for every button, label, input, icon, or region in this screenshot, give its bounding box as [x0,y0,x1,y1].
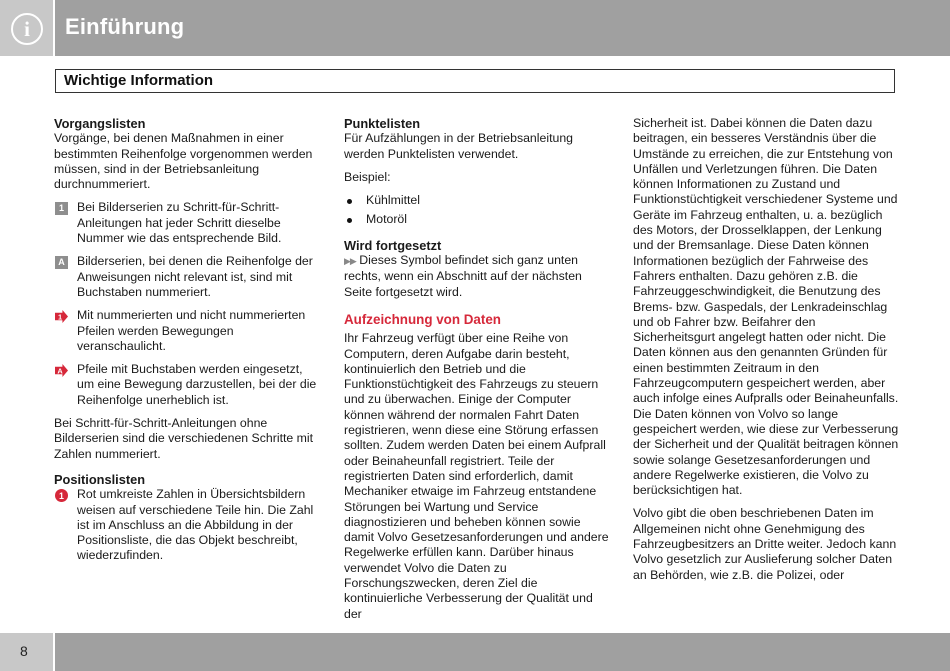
red-arrow-number-icon [55,310,68,323]
svg-text:A: A [57,366,63,376]
wird-text: ▶▶ Dieses Symbol befindet sich ganz unten rechts, wenn ein Abschnitt auf der nächsten Seite fortgesetzt wird. [344,253,582,299]
gray-square-number-icon: 1 [55,202,68,215]
list-item [54,308,320,354]
column-2 [344,116,610,630]
list-item-text: Pfeile mit Buchstaben werden eingesetzt, um eine Bewegung darzustellen, bei der die Reihenfolge unerheblich ist. [77,362,317,407]
vorgang-text: Vorgänge, bei denen Maßnahmen in einer bestimmten Reihenfolge vorgenommen werden müssen, sind in der Betriebsanleitung durchnummeriert. [54,131,313,192]
heading-vorgangslisten: Vorgangslisten [54,116,146,131]
col3-text-2: Volvo gibt die oben beschriebenen Daten im Allgemeinen nicht ohne Genehmigung des Fahrzeugbesitzers an Dritte weiter. Jedoch kann Volvo gesetzlich zur Auslieferung solcher Daten an Behörden, wie z.B. die Polizei, oder [633,506,897,582]
heading-positionslisten: Positionslisten [54,471,146,487]
section-title: Wichtige Information [64,72,214,89]
punkt-text: Für Aufzählungen in der Betriebsanleitung werden Punktelisten verwendet. [344,131,574,161]
aufz-text: Ihr Fahrzeug verfügt über eine Reihe von Computern, deren Aufgabe darin besteht, kontinuierlich den Betrieb und die Funktionstüchtigkeit des Fahrzeugs zu steuern und zu überwachen. Einige der Computer können während der normalen Fahrt Daten registrieren, wenn diese eine Störung erfassen sollten. Zudem werden Daten bei einem Aufprall oder Beinaheunfall registriert. Teile der registrierten Daten sind erforderlich, damit Mechaniker etwaige im Fahrzeug entstandene Störungen bei Wartung und Service diagnostizieren und beheben können sowie damit Volvo Gesetzesanforderungen und andere Regelwerke erfüllen kann. Darüber hinaus verwendet Volvo die Daten zu Forschungszwecken, deren Ziel die kontinuierliche Verbesserung der Qualität und der [344,331,609,621]
section-title-box [55,69,895,93]
list-item [54,200,320,246]
list-item [54,362,320,408]
footer-bar [55,633,950,671]
page-number: 8 [20,643,28,659]
page-title: Einführung [65,14,185,39]
list-item-text: Bilderserien, bei denen die Reihenfolge der Anweisungen nicht relevant ist, sind mit Buchstaben nummeriert. [77,254,313,299]
red-arrow-letter-icon [55,364,68,377]
red-circle-number-icon [55,489,68,502]
list-item-text: Bei Bilderserien zu Schritt-für-Schritt-Anleitungen hat jeder Schritt dieselbe Nummer wie das entsprechende Bild. [77,200,282,246]
list-item [54,487,320,563]
svg-text:1: 1 [58,312,63,322]
list-item-text: Rot umkreiste Zahlen in Übersichtsbildern weisen auf verschiedene Teile hin. Die Zahl ist im Anschluss an die Abbildung in der Positionsliste, die das Objekt beschreibt, wiederzufinden. [77,487,314,563]
bullet-item: Motoröl [344,212,610,227]
column-3 [633,116,899,591]
list-item [54,254,320,300]
info-icon: i [11,13,43,45]
beispiel-label: Beispiel: [344,169,391,184]
column-1 [54,116,320,572]
continue-arrows-icon: ▶▶ [344,256,356,267]
svg-text:1: 1 [59,490,64,501]
heading-aufzeichnung: Aufzeichnung von Daten [344,311,501,327]
bullet-dot-icon [347,218,352,223]
header-icon-box [0,0,53,56]
footer-page-box [0,633,53,671]
schritt-text: Bei Schritt-für-Schritt-Anleitungen ohne Bilderserien sind die verschiedenen Schritte mit Zahlen nummeriert. [54,416,314,461]
bullet-list [344,193,610,228]
header-bar [55,0,950,56]
list-item-text: Mit nummerierten und nicht nummerierten Pfeilen werden Bewegungen veranschaulicht. [77,308,306,353]
col3-text-1: Sicherheit ist. Dabei können die Daten dazu beitragen, ein besseres Verständnis über die Umstände zu erreichen, die zur Entstehung von Unfällen und Verletzungen führen. Die Daten können Informationen zu Zustand und Funktionstüchtigkeit verschiedener Systeme und Geräte im Fahrzeug enthalten, u. a. bezüglich des Motors, der Drosselklappen, der Lenkung und der Bremsanlage. Diese Daten können Informationen bezüglich der Fahrweise des Fahrers enthalten. Dazu gehören z.B. die Fahrzeuggeschwindigkeit, die Benutzung des Brems- bzw. Gaspedals, der Lenkradeinschlag und ob Fahrer bzw. Beifahrer den Sicherheitsgurt angelegt hatten oder nicht. Die Daten können aus den genannten Gründen für einen bestimmten Zeitraum in den Fahrzeugcomputern gespeichert werden, aber auch infolge eines Aufpralls oder Beinaheunfalls. Die Daten können von Volvo so lange gespeichert werden, wie diese zur Verbesserung der Sicherheit und der Qualität beitragen können sowie solange Gesetzesanforderungen und andere Regelwerke existieren, die Volvo zu berücksichtigen hat. [633,116,899,498]
gray-square-letter-icon: A [55,256,68,269]
bullet-item: Kühlmittel [344,193,610,208]
heading-punktelisten: Punktelisten [344,116,421,131]
bullet-dot-icon [347,199,352,204]
heading-wird-fortgesetzt: Wird fortgesetzt [344,237,442,253]
